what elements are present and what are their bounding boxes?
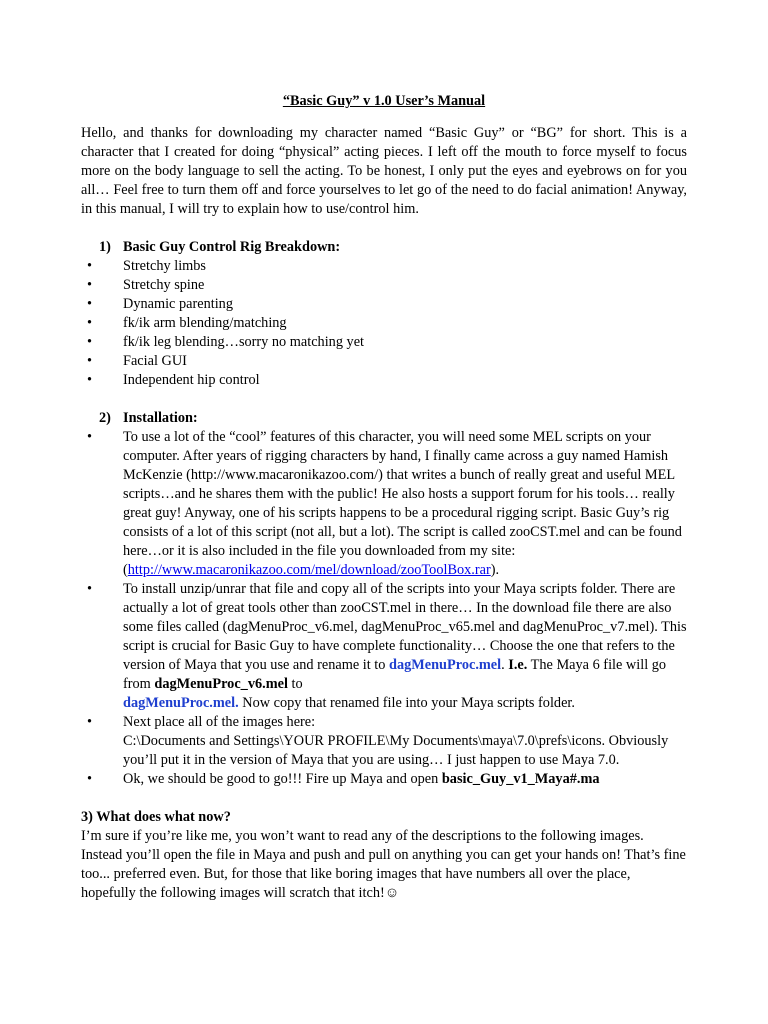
bullet-icon: • [87, 372, 93, 388]
section1-title: Basic Guy Control Rig Breakdown: [123, 239, 341, 255]
section3-paragraph: I’m sure if you’re like me, you won’t want to read any of the descriptions to the following images. Instead you’ll open the file in Maya and push and pull on anything you can get your hands on! That’s fine too... preferred even. But, for those that like boring images that have numbers all over the place, hopefully the following images will scratch that itch!☺ [81, 828, 686, 901]
icons-path: C:\Documents and Settings\YOUR PROFILE\My Documents\maya\7.0\prefs\icons. [123, 733, 606, 749]
list-item-text: Stretchy spine [123, 277, 205, 293]
section1-list [81, 257, 687, 390]
section2-heading [81, 409, 687, 428]
bullet-icon: • [87, 353, 93, 369]
section1-heading [81, 238, 687, 257]
bullet-icon: • [87, 714, 93, 730]
list-item [81, 276, 687, 295]
section2-list [81, 428, 687, 789]
bullet-icon: • [87, 277, 93, 293]
list-item [81, 580, 687, 713]
bullet-icon: • [87, 296, 93, 312]
document-title: “Basic Guy” v 1.0 User’s Manual [282, 93, 486, 109]
bullet-icon: • [87, 258, 93, 274]
list-item [81, 314, 687, 333]
list-item-text: Ok, we should be good to go!!! Fire up Maya and open basic_Guy_v1_Maya#.ma [123, 771, 600, 787]
list-item-text: Next place all of the images here: C:\Documents and Settings\YOUR PROFILE\My Documents\maya\7.0\prefs\icons. Obviously you’ll put it in the version of Maya that you are using… I just happen to use Maya 7.0. [123, 714, 669, 768]
list-item [81, 352, 687, 371]
list-item-text: Facial GUI [123, 353, 187, 369]
list-item [81, 333, 687, 352]
zootoolbox-link[interactable]: http://www.macaronikazoo.com/mel/download/zooToolBox.rar [127, 562, 491, 578]
list-item-text: fk/ik leg blending…sorry no matching yet [123, 334, 365, 350]
list-item-text: fk/ik arm blending/matching [123, 315, 287, 331]
bullet-icon: • [87, 771, 93, 787]
bullet-icon: • [87, 581, 93, 597]
filename-dagmenuproc: dagMenuProc.mel [389, 657, 502, 673]
section3-heading: 3) What does what now? [81, 809, 231, 825]
section1-number: 1) [99, 239, 111, 255]
bullet-icon: • [87, 429, 93, 445]
filename-maya-scene: basic_Guy_v1_Maya#.ma [441, 771, 600, 787]
list-item-text: To use a lot of the “cool” features of this character, you will need some MEL scripts on your computer. After years of rigging characters by hand, I finally came across a guy named Hamish McKenzie (http://www.macaronikazoo.com/) that writes a bunch of really great and useful MEL scripts…and he shares them with the public! He also hosts a support forum for his tools… really great guy! Anyway, one of his scripts happens to be a procedural rigging script. Basic Guy’s rig consists of a lot of this script (not all, but a lot). The script is called zooCST.mel and can be found here…or it is also included in the file you downloaded from my site: (http://www.macaronikazoo.com/mel/download/zooToolBox.rar). [123, 429, 682, 578]
list-item-text: Stretchy limbs [123, 258, 206, 274]
list-item [81, 428, 687, 580]
list-item [81, 371, 687, 390]
filename-dagmenuproc-v6: dagMenuProc_v6.mel [154, 676, 288, 692]
section2-title: Installation: [123, 410, 198, 426]
list-item [81, 257, 687, 276]
bullet-icon: • [87, 315, 93, 331]
section2-number: 2) [99, 410, 111, 426]
list-item-text: Independent hip control [123, 372, 260, 388]
list-item [81, 295, 687, 314]
list-item [81, 713, 687, 770]
bullet-icon: • [87, 334, 93, 350]
list-item-text: Dynamic parenting [123, 296, 233, 312]
list-item [81, 770, 687, 789]
filename-dagmenuproc-renamed: dagMenuProc.mel. [123, 695, 239, 711]
list-item-text: To install unzip/unrar that file and copy all of the scripts into your Maya scripts folder. There are actually a lot of great tools other than zooCST.mel in there… In the download file there are also some files called (dagMenuProc_v6.mel, dagMenuProc_v65.mel and dagMenuProc_v7.mel). This script is crucial for Basic Guy to have complete functionality… Choose the one that refers to the version of Maya that you use and rename it to dagMenuProc.mel. I.e. The Maya 6 file will go from dagMenuProc_v6.mel to dagMenuProc.mel. Now copy that renamed file into your Maya scripts folder. [123, 581, 687, 711]
intro-paragraph: Hello, and thanks for downloading my character named “Basic Guy” or “BG” for short. This is a character that I created for doing “physical” acting pieces. I left off the mouth to force myself to focus more on the body language to sell the acting. To be honest, I only put the eyes and eyebrows on for you all… Feel free to turn them off and force yourselves to let go of the need to do facial animation! Anyway, in this manual, I will try to explain how to use/control him. [81, 125, 687, 217]
